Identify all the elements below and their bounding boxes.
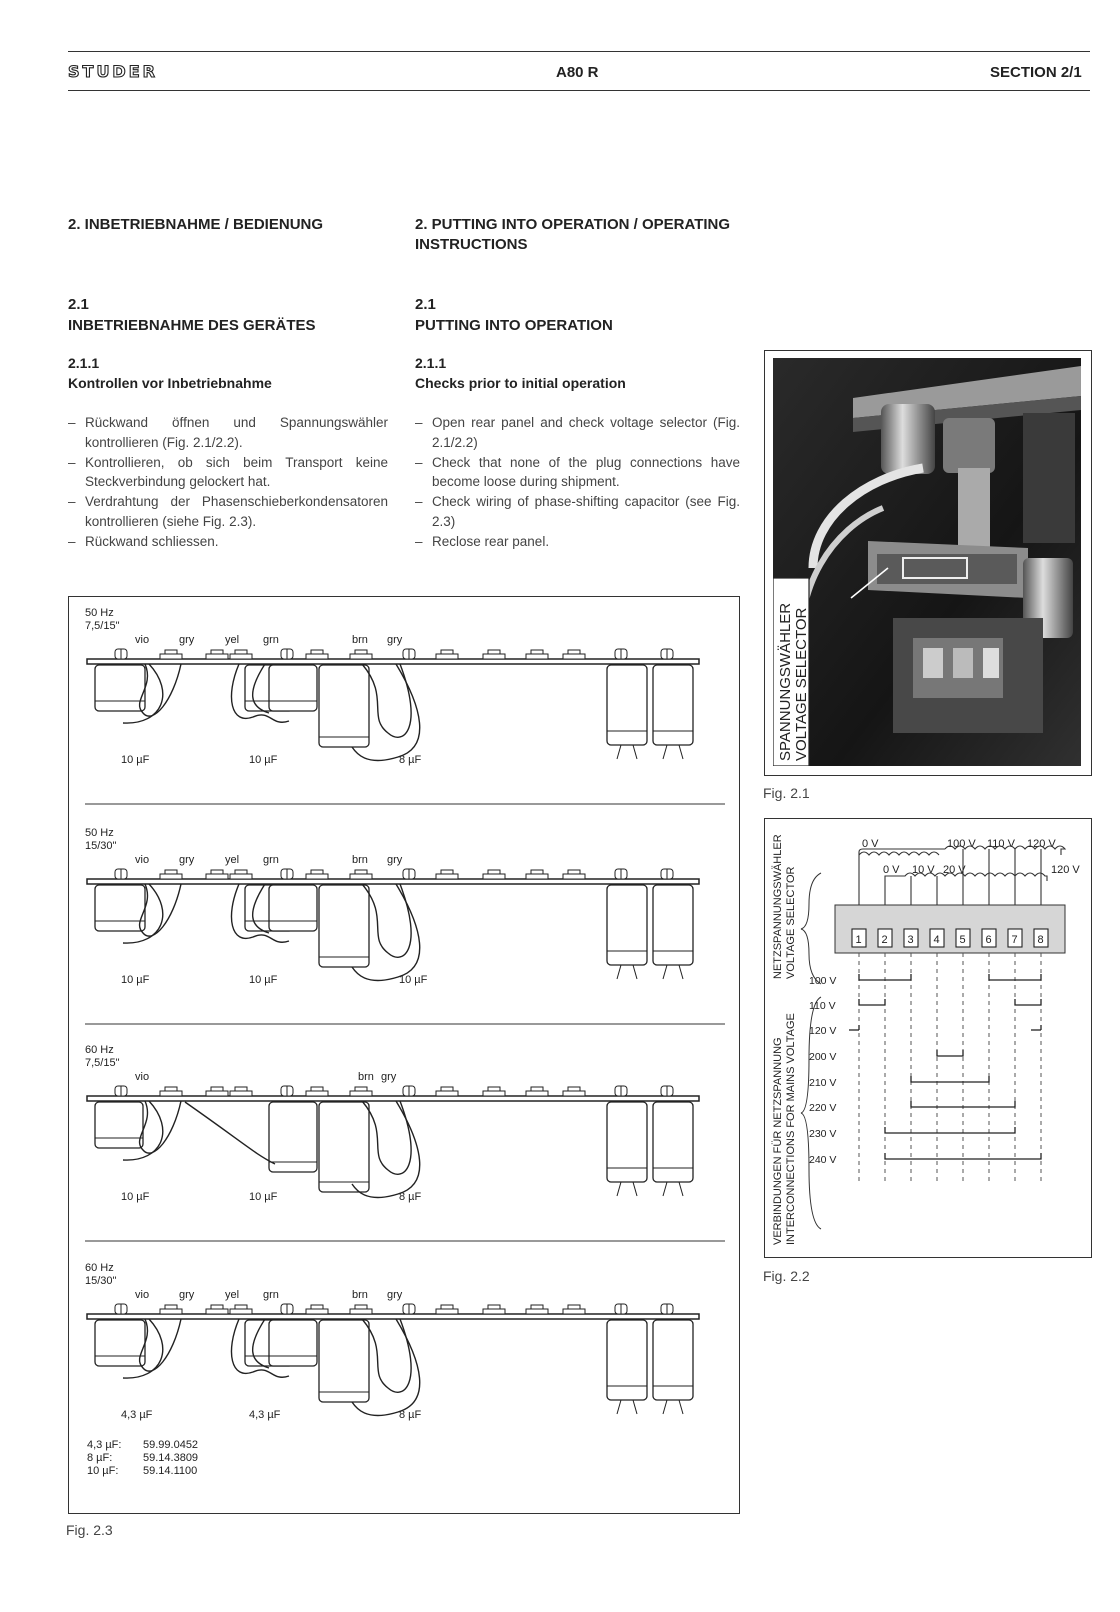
config-1-wire-label-1: vio bbox=[135, 634, 150, 646]
config-3-wire-label-3: gry bbox=[381, 1071, 397, 1083]
terminal-label-2: 2 bbox=[881, 934, 888, 946]
config-1-cap-label-2: 10 µF bbox=[249, 754, 278, 766]
config-1-wire-label-5: brn bbox=[352, 634, 368, 646]
config-3 bbox=[85, 1044, 725, 1241]
config-4-cap-label-2: 4,3 µF bbox=[249, 1409, 281, 1421]
english-column bbox=[415, 215, 740, 552]
part-number-3: 59.14.1100 bbox=[143, 1465, 198, 1477]
config-4-wire-label-1: vio bbox=[135, 1289, 150, 1301]
tap2-0v: 0 V bbox=[883, 864, 900, 876]
config-3-wire-label-2: brn bbox=[358, 1071, 374, 1083]
config-1-cap-label-3: 8 µF bbox=[399, 754, 422, 766]
voltage-label-5: 210 V bbox=[809, 1077, 837, 1089]
config-4 bbox=[85, 1262, 699, 1421]
config-3-cap-label-1: 10 µF bbox=[121, 1191, 150, 1203]
config-4-terminal-strip bbox=[87, 1304, 699, 1319]
config-4-wire-label-6: gry bbox=[387, 1289, 403, 1301]
german-column bbox=[68, 215, 388, 552]
terminal-label-5: 5 bbox=[959, 934, 966, 946]
terminal-label-3: 3 bbox=[907, 934, 914, 946]
tap-0v: 0 V bbox=[862, 838, 879, 850]
part-value-2: 8 µF: bbox=[87, 1452, 113, 1464]
capacitor-wiring-diagram bbox=[69, 597, 739, 1513]
config-4-cap-label-1: 4,3 µF bbox=[121, 1409, 153, 1421]
english-chapter-title: 2. PUTTING INTO OPERATION / OPERATING INSTRUCTIONS bbox=[415, 216, 731, 253]
parts-list bbox=[87, 1439, 198, 1477]
fig23-caption: Fig. 2.3 bbox=[66, 1522, 113, 1538]
config-2 bbox=[85, 827, 725, 1024]
english-section-title: PUTTING INTO OPERATION bbox=[415, 317, 613, 334]
config-2-cap-label-1: 10 µF bbox=[121, 974, 150, 986]
part-number-1: 59.99.0452 bbox=[143, 1439, 199, 1451]
config-2-freq: 50 Hz bbox=[85, 827, 114, 839]
english-subsection-title: Checks prior to initial operation bbox=[415, 375, 626, 391]
tap2-10v: 10 V bbox=[912, 864, 935, 876]
config-4-cap-label-3: 8 µF bbox=[399, 1409, 422, 1421]
config-2-wire-label-5: brn bbox=[352, 854, 368, 866]
german-chapter-title: 2. INBETRIEBNAHME / BEDIENUNG bbox=[68, 216, 324, 233]
fig23-configs bbox=[85, 607, 725, 1421]
config-2-cap-label-2: 10 µF bbox=[249, 974, 278, 986]
german-item-4: – Rückwand schliessen. bbox=[68, 532, 388, 552]
studer-logo: STUDER bbox=[68, 62, 158, 81]
fig22-side-bot-en: INTERCONNECTIONS FOR MAINS VOLTAGE bbox=[785, 1013, 797, 1245]
header-section: SECTION 2/1 bbox=[990, 64, 1082, 81]
config-2-cap-label-3: 10 µF bbox=[399, 974, 428, 986]
config-4-wire-label-4: grn bbox=[263, 1289, 279, 1301]
terminal-label-1: 1 bbox=[855, 934, 862, 946]
voltage-selector-diagram bbox=[765, 819, 1091, 1257]
fig21-label-de: SPANNUNGSWÄHLER bbox=[777, 602, 794, 761]
config-4-freq: 60 Hz bbox=[85, 1262, 114, 1274]
part-number-2: 59.14.3809 bbox=[143, 1452, 199, 1464]
terminal-label-6: 6 bbox=[985, 934, 992, 946]
voltage-label-4: 200 V bbox=[809, 1051, 837, 1063]
tap-120v: 120 V bbox=[1027, 838, 1056, 850]
config-3-cap-label-3: 8 µF bbox=[399, 1191, 422, 1203]
config-3-capacitors bbox=[95, 1102, 693, 1196]
config-2-wire-label-1: vio bbox=[135, 854, 150, 866]
config-3-wire-label-1: vio bbox=[135, 1071, 150, 1083]
fig22-panel bbox=[764, 818, 1092, 1258]
terminal-label-8: 8 bbox=[1037, 934, 1044, 946]
config-1-capacitors bbox=[95, 665, 693, 759]
tap2-120v: 120 V bbox=[1051, 864, 1080, 876]
voltage-selector-photo bbox=[773, 358, 1081, 766]
voltage-label-2: 110 V bbox=[809, 1000, 836, 1012]
voltage-labels bbox=[809, 975, 836, 1166]
header-bottom-rule bbox=[68, 90, 1090, 91]
voltage-label-1: 100 V bbox=[809, 975, 837, 987]
fig22-side-bot-de: VERBINDUNGEN FÜR NETZSPANNUNG bbox=[772, 1037, 784, 1245]
english-subsection-number: 2.1.1 bbox=[415, 355, 447, 371]
english-item-2: – Check that none of the plug connections have become loose during shipment. bbox=[415, 453, 740, 493]
english-item-4: – Reclose rear panel. bbox=[415, 532, 740, 552]
voltage-label-3: 120 V bbox=[809, 1025, 837, 1037]
fig22-side-top-en: VOLTAGE SELECTOR bbox=[785, 866, 797, 979]
german-subsection-title: Kontrollen vor Inbetriebnahme bbox=[68, 375, 272, 391]
config-1-wire-label-3: yel bbox=[225, 634, 240, 646]
fig22-caption: Fig. 2.2 bbox=[763, 1268, 810, 1284]
fig22-side-top-de: NETZSPANNUNGSWÄHLER bbox=[772, 834, 784, 979]
connection-grid bbox=[849, 953, 1041, 1181]
german-section-number: 2.1 bbox=[68, 296, 89, 313]
config-1-wire-label-2: gry bbox=[179, 634, 195, 646]
config-2-wire-label-2: gry bbox=[179, 854, 195, 866]
tap2-20v: 20 V bbox=[943, 864, 966, 876]
german-check-list bbox=[68, 413, 388, 552]
config-1-cap-label-1: 10 µF bbox=[121, 754, 150, 766]
config-2-wire-label-4: grn bbox=[263, 854, 279, 866]
tap-110v: 110 V bbox=[987, 838, 1015, 850]
fig21-label-en: VOLTAGE SELECTOR bbox=[793, 607, 810, 761]
english-section-number: 2.1 bbox=[415, 296, 436, 313]
config-1-speed: 7,5/15" bbox=[85, 620, 120, 632]
german-subsection-number: 2.1.1 bbox=[68, 355, 100, 371]
fig23-panel bbox=[68, 596, 740, 1514]
german-section-title: INBETRIEBNAHME DES GERÄTES bbox=[68, 317, 316, 334]
config-1 bbox=[85, 607, 725, 804]
config-1-terminal-strip bbox=[87, 649, 699, 664]
config-1-wire-label-4: grn bbox=[263, 634, 279, 646]
config-2-speed: 15/30" bbox=[85, 840, 117, 852]
config-2-terminal-strip bbox=[87, 869, 699, 884]
voltage-label-8: 240 V bbox=[809, 1154, 837, 1166]
english-check-list bbox=[415, 413, 740, 552]
terminal-label-4: 4 bbox=[933, 934, 940, 946]
english-item-3: – Check wiring of phase-shifting capacitor (see Fig. 2.3) bbox=[415, 492, 740, 532]
config-3-terminal-strip bbox=[87, 1086, 699, 1101]
tap-100v: 100 V bbox=[947, 838, 976, 850]
config-4-capacitors bbox=[95, 1320, 693, 1414]
german-item-2: – Kontrollieren, ob sich beim Transport keine Steckverbindung gelockert hat. bbox=[68, 453, 388, 493]
config-2-capacitors bbox=[95, 885, 693, 979]
config-4-wire-label-2: gry bbox=[179, 1289, 195, 1301]
config-3-cap-label-2: 10 µF bbox=[249, 1191, 278, 1203]
tap-labels-row1 bbox=[862, 838, 1056, 850]
german-item-3: – Verdrahtung der Phasenschieberkondensatoren kontrollieren (siehe Fig. 2.3). bbox=[68, 492, 388, 532]
config-1-wire-label-6: gry bbox=[387, 634, 403, 646]
terminal-label-7: 7 bbox=[1011, 934, 1018, 946]
config-3-speed: 7,5/15" bbox=[85, 1057, 120, 1069]
part-value-1: 4,3 µF: bbox=[87, 1439, 122, 1451]
voltage-label-7: 230 V bbox=[809, 1128, 837, 1140]
fig21-panel bbox=[764, 350, 1092, 776]
config-2-wire-label-3: yel bbox=[225, 854, 240, 866]
config-4-wire-label-5: brn bbox=[352, 1289, 368, 1301]
config-2-wire-label-6: gry bbox=[387, 854, 403, 866]
fig21-caption: Fig. 2.1 bbox=[763, 785, 810, 801]
english-item-1: – Open rear panel and check voltage selector (Fig. 2.1/2.2) bbox=[415, 413, 740, 453]
config-1-freq: 50 Hz bbox=[85, 607, 114, 619]
config-4-wire-label-3: yel bbox=[225, 1289, 240, 1301]
part-value-3: 10 µF: bbox=[87, 1465, 119, 1477]
german-item-1: – Rückwand öffnen und Spannungswähler kontrollieren (Fig. 2.1/2.2). bbox=[68, 413, 388, 453]
header-model: A80 R bbox=[556, 64, 599, 81]
config-3-freq: 60 Hz bbox=[85, 1044, 114, 1056]
header-top-rule bbox=[68, 51, 1090, 52]
voltage-label-6: 220 V bbox=[809, 1102, 837, 1114]
config-4-speed: 15/30" bbox=[85, 1275, 117, 1287]
